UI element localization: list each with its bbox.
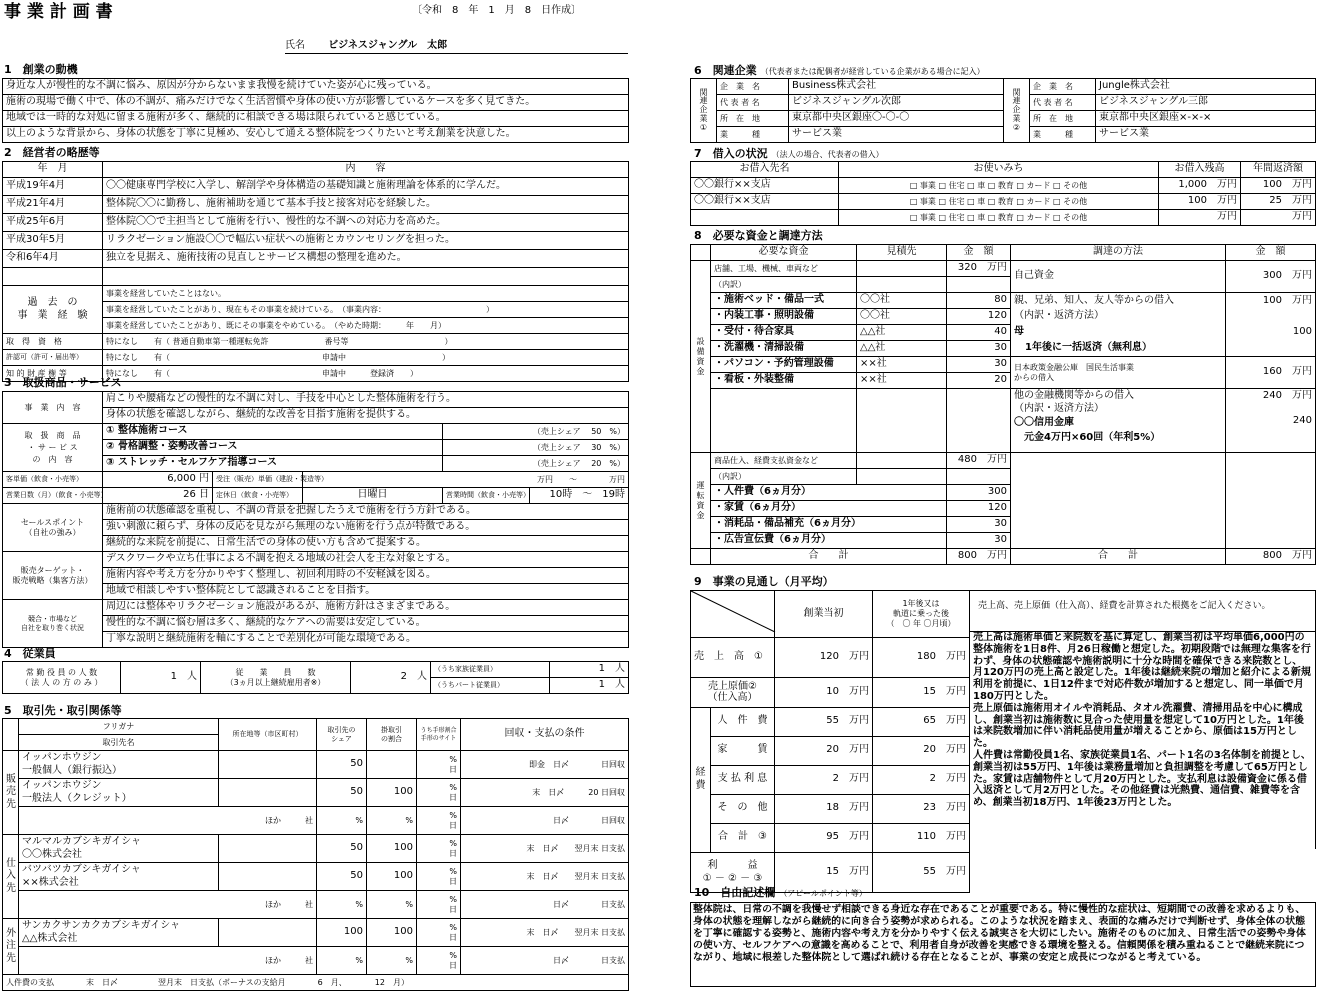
career-content: 独立を見据え、施術技術の見直しとサービス構想の整理を進めた。 — [103, 250, 629, 268]
source-bank-amount: 240 万円 — [1262, 390, 1312, 401]
partner-terms: 日〆 日支払 — [461, 947, 629, 975]
product-share: （売上シェア 50 %） — [443, 424, 629, 440]
partner-name: ××株式会社 — [22, 876, 79, 888]
motivation-line: 以上のような背景から、身体の状態を丁寧に見極め、安心して通える整体院をつくりたいと考え創業を決意した。 — [3, 127, 629, 143]
trade-table: フリガナ 所在地等（市区町村） 取引先の シェア 掛取引 の割合 うち手形割合 手形のサイト 回収・支払の条件 取引先名 販 売 先 イッパンホウジン 一般個人（銀行振込） 50 % 日 即金 日〆 日回収 イッパンホウジン 一般法人（クレジット） 50 100 % 日 末 日〆 20 日回収 ほか 社 % % % 日 日〆 日回収 仕 入 先 マルマルカブシキガイシャ 〇〇株式会社 50 100 % 日 末 日〆 翌月末 日支払 バツバツカブシキガイシャ ××株式会社 50 100 % 日 末 日〆 翌月末 日支払 ほか 社 % % % 日 日〆 日支払 外 注 先 サンカクサンカクカブシキガイシャ △△株式会社 100 100 % 日 末 日〆 翌月末 日支払 ほか 社 % % % 日 日〆 日支払 人件費の支払 末 日〆 翌月末 日支払（ボーナスの支給月 6 月、 12 月） — [2, 718, 629, 991]
source-family: 親、兄弟、知人、友人等からの借入 — [1011, 293, 1226, 309]
career-content: 〇〇健康専門学校に入学し、解剖学や身体構造の基礎知識と施術理論を体系的に学んだ。 — [103, 178, 629, 196]
company-2-industry: サービス業 — [1096, 127, 1316, 143]
career-header-year: 年 月 — [3, 162, 103, 178]
partner-share: 50 — [317, 779, 367, 807]
products-table — [2, 391, 629, 648]
partner-kana: バツバツカブシキガイシャ — [22, 864, 141, 875]
section-5-title: 5 取引先・取引関係等 — [4, 704, 122, 717]
outlook-later: 55 万円 — [873, 852, 970, 892]
equipment-item: ・看板・外装整備 — [711, 373, 857, 389]
equipment-vendor: 〇〇社 — [857, 293, 947, 309]
field-label: 代 表 者 名 — [1030, 95, 1096, 111]
unit-price-label: 客単価（飲食・小売等） — [3, 472, 103, 488]
competition: 慢性的な不調に悩む層は多く、継続的なケアへの需要は安定している。 — [103, 616, 629, 632]
source-jfc-amount: 160 万円 — [1226, 357, 1316, 389]
partner-terms: 末 日〆 翌月末 日支払 — [461, 863, 629, 891]
source-bank-lender-amount: 240 — [1292, 415, 1312, 426]
funds-header: 見積先 — [857, 245, 947, 261]
company-1-rep: ビジネスジャングル次郎 — [789, 95, 1004, 111]
partner-terms: 末 日〆 20 日回収 — [461, 779, 629, 807]
business-content: 身体の状態を確認しながら、継続的な改善を目指す施術を提供する。 — [103, 408, 629, 424]
working-amount: 30 — [947, 517, 1011, 533]
source-bank-repayment: 元金4万円×60回（年利5%） — [1024, 431, 1161, 443]
loan-use: □ 事業 □ 住宅 □ 車 □ 教育 □ カード □ その他 — [839, 210, 1159, 226]
name-label: 氏名 — [285, 40, 305, 51]
working-item: ・広告宣伝費（6ヵ月分） — [711, 533, 947, 549]
holiday-label: 定休日（飲食・小売等） — [213, 488, 303, 504]
outlook-initial: 10 万円 — [775, 677, 873, 707]
outlook-initial: 95 万円 — [775, 823, 873, 852]
product-item: ① 整体施術コース — [103, 424, 443, 440]
funds-header: 金 額 — [1226, 245, 1316, 261]
qualification-value: 特になし 有（ 普通自動車第一種運転免許 番号等 ） — [103, 334, 629, 350]
funds-header: 調達の方法 — [1011, 245, 1226, 261]
permit-value: 特になし 有（ 申請中 ） — [103, 350, 629, 366]
outlook-initial: 55 万円 — [775, 707, 873, 736]
target-label: 販売ターゲット・ 販売戦略（集客方法） — [3, 552, 103, 600]
share-header: 取引先の シェア — [317, 719, 367, 751]
equipment-vendor: 〇〇社 — [857, 309, 947, 325]
experience-option: 事業を経営していたことがあり、既にその事業をやめている。 （やめた時期： 年 月） — [103, 318, 629, 334]
related-company-1-label: 関 連 企 業 ① — [691, 79, 717, 143]
part-time-label: （うちパート従業員） — [431, 678, 550, 694]
section-6-title — [694, 64, 985, 78]
working-total: 480 万円 — [947, 453, 1011, 469]
loan-header: お借入先名 — [691, 162, 839, 178]
equipment-funds-label: 設 備 資 金 — [691, 261, 711, 453]
source-own-funds: 自己資金 — [1011, 261, 1226, 293]
equipment-item: ・パソコン・予約管理設備 — [711, 357, 857, 373]
outlook-header-initial: 創業当初 — [775, 591, 873, 638]
partner-share: 100 — [317, 919, 367, 947]
outlook-initial: 2 万円 — [775, 765, 873, 794]
outlook-initial: 20 万円 — [775, 736, 873, 765]
field-label: 所 在 地 — [717, 111, 789, 127]
target-strategy: デスクワークや立ち仕事による不調を抱える地域の社会人を主な対象とする。 — [103, 552, 629, 568]
field-label: 業 種 — [1030, 127, 1096, 143]
company-2-address: 東京都中央区銀座×-×-× — [1096, 111, 1316, 127]
selling-point-label: セールスポイント （自社の強み） — [3, 504, 103, 552]
company-1-address: 東京都中央区銀座〇-〇-〇 — [789, 111, 1004, 127]
partner-share: 50 — [317, 751, 367, 779]
equipment-heading: 店舗、工場、機械、車両など — [711, 261, 857, 277]
part-time-count: 1 人 — [550, 678, 629, 694]
source-family-lender-amount: 100 — [1226, 325, 1316, 341]
business-days: 26 日 — [103, 488, 213, 504]
field-label: 代 表 者 名 — [717, 95, 789, 111]
partner-terms: 即金 日〆 日回収 — [461, 751, 629, 779]
equipment-amount: 40 — [947, 325, 1011, 341]
basis-header: 売上高、売上原価（仕入高）、経費を計算された根拠をご記入ください。 — [969, 590, 1316, 632]
qualification-label: 取 得 資 格 — [3, 334, 103, 350]
competition-label: 競合・市場など 自社を取り巻く状況 — [3, 600, 103, 648]
target-strategy: 地域で相談しやすい整体院として認識されることを目指す。 — [103, 584, 629, 600]
loan-balance: 万円 — [1159, 210, 1241, 226]
section-10-title — [694, 886, 867, 900]
order-price: 万円 〜 万円 — [303, 472, 629, 488]
outlook-row-label: 人 件 費 — [711, 707, 775, 736]
partner-name: 一般個人（銀行振込） — [22, 764, 122, 776]
product-item: ③ ストレッチ・セルフケア指導コース — [103, 456, 443, 472]
career-year: 平成30年5月 — [3, 232, 103, 250]
business-hours: 10時 〜 19時 — [530, 488, 629, 504]
working-amount: 300 — [947, 485, 1011, 501]
section-10-note: （アピールポイント等） — [779, 889, 867, 898]
motivation-table — [2, 78, 629, 143]
order-price-label: 受注（販売）単価（建設・製造等） — [213, 472, 303, 488]
section-4-title: 4 従業員 — [4, 647, 56, 660]
outlook-later: 180 万円 — [873, 637, 970, 677]
equipment-item: ・内装工事・照明設備 — [711, 309, 857, 325]
partner-name: △△株式会社 — [22, 932, 78, 944]
section-7-note: （法人の場合、代表者の借入） — [771, 150, 884, 159]
outlook-row-label: 合 計 ③ — [711, 823, 775, 852]
related-company-2-label: 関 連 企 業 ② — [1004, 79, 1030, 143]
outlook-row-label: 利 益 ① － ② － ③ — [691, 852, 775, 892]
lender — [691, 210, 839, 226]
name-header: 取引先名 — [19, 735, 219, 751]
permit-label: 許認可（許可・届出等） — [3, 350, 103, 366]
selling-point: 継続的な来院を前提に、日常生活での身体の使い方も含めて提案する。 — [103, 536, 629, 552]
family-label: （うち家族従業員） — [431, 662, 550, 678]
partner-name: 一般法人（クレジット） — [22, 792, 132, 804]
employees-label: 従 業 員 数 （3ヵ月以上継続雇用者※） — [201, 662, 351, 694]
outlook-later: 2 万円 — [873, 765, 970, 794]
partner-other: ほか 社 — [19, 807, 317, 835]
business-days-label: 営業日数（月）（飲食・小売等） — [3, 488, 103, 504]
competition: 丁寧な説明と継続施術を軸にすることで差別化が可能な環境である。 — [103, 632, 629, 648]
section-7-label: 7 借入の状況 — [694, 147, 768, 160]
partner-terms: 末 日〆 翌月末 日支払 — [461, 919, 629, 947]
section-8-title: 8 必要な資金と調達方法 — [694, 229, 823, 242]
outlook-table — [690, 590, 970, 893]
partner-credit: 100 — [367, 779, 417, 807]
holiday: 日曜日 — [303, 488, 443, 504]
equipment-vendor: ××社 — [857, 373, 947, 389]
equipment-amount: 30 — [947, 341, 1011, 357]
source-jfc: 日本政策金融公庫 国民生活事業 からの借入 — [1011, 357, 1226, 389]
career-header-content: 内 容 — [103, 162, 629, 178]
source-family-amount: 100 万円 — [1226, 293, 1316, 309]
sources-total-label: 合 計 — [1011, 549, 1226, 565]
ip-value: 特になし 有（ 申請中 登録済 ） — [103, 366, 629, 382]
outlook-later: 15 万円 — [873, 677, 970, 707]
partner-credit: 100 — [367, 919, 417, 947]
page-title: 事 業 計 画 書 — [4, 2, 113, 22]
kana-header: フリガナ — [19, 719, 219, 735]
business-content: 肩こりや腰痛などの慢性的な不調に対し、手技を中心とした整体施術を行う。 — [103, 392, 629, 408]
outlook-row-label: 売上原価② （仕入高） — [691, 677, 775, 707]
loan-balance: 1,000 万円 — [1159, 178, 1241, 194]
source-family-repayment: 1年後に一括返済（無利息） — [1011, 341, 1226, 357]
selling-point: 強い刺激に頼らず、身体の反応を見ながら無理のない施術を行う点が特徴である。 — [103, 520, 629, 536]
section-10-label: 10 自由記述欄 — [694, 886, 776, 899]
expenses-label: 経 費 — [691, 707, 711, 852]
career-year: 平成21年4月 — [3, 196, 103, 214]
hours-label: 営業時間（飲食・小売等） — [443, 488, 530, 504]
section-6-note: （代表者または配偶者が経営している企業がある場合に記入） — [760, 67, 985, 76]
partner-terms: 末 日〆 翌月末 日支払 — [461, 835, 629, 863]
source-bank: 他の金融機関等からの借入 — [1014, 390, 1134, 401]
career-table — [2, 161, 629, 382]
working-amount: 30 — [947, 533, 1011, 549]
loan-repayment: 万円 — [1241, 210, 1316, 226]
funds-table — [690, 244, 1316, 565]
career-year: 平成19年4月 — [3, 178, 103, 196]
field-label: 企 業 名 — [717, 79, 789, 95]
equipment-vendor: ××社 — [857, 357, 947, 373]
section-7-title — [694, 147, 884, 161]
company-1-industry: サービス業 — [789, 127, 1004, 143]
outlook-initial: 120 万円 — [775, 637, 873, 677]
career-content: 整体院〇〇に勤務し、施術補助を通じて基本手技と接客対応を経験した。 — [103, 196, 629, 214]
partner-kana: サンカクサンカクカブシキガイシャ — [22, 920, 181, 931]
motivation-line: 身近な人が慢性的な不調に悩み、原因が分からないまま我慢を続けていた姿が心に残っている。 — [3, 79, 629, 95]
ip-label: 知 的 財 産 権 等 — [3, 366, 103, 382]
career-content: リラクゼーション施設〇〇で幅広い症状への施術とカウンセリングを担った。 — [103, 232, 629, 250]
equipment-amount: 80 — [947, 293, 1011, 309]
loan-repayment: 100 万円 — [1241, 178, 1316, 194]
section-2-title: 2 経営者の略歴等 — [4, 146, 100, 159]
equipment-amount: 30 — [947, 357, 1011, 373]
unit-price: 6,000 円 — [103, 472, 213, 488]
lender: 〇〇銀行××支店 — [691, 194, 839, 210]
business-label: 事 業 内 容 — [3, 392, 103, 424]
outlook-row-label: そ の 他 — [711, 794, 775, 823]
section-6-label: 6 関連企業 — [694, 64, 757, 77]
outlook-header-later: 1年後又は 軌道に乗った後 （ 〇 年 〇月頃） — [873, 591, 970, 638]
motivation-line: 施術の現場で働く中で、体の不調が、痛みだけでなく生活習慣や身体の使い方が影響しているケースを多く見てきた。 — [3, 95, 629, 111]
working-item: ・消耗品・備品補充（6ヵ月分） — [711, 517, 947, 533]
outlook-row-label: 売 上 高 ① — [691, 637, 775, 677]
field-label: 所 在 地 — [1030, 111, 1096, 127]
outlook-row-label: 家 賃 — [711, 736, 775, 765]
equipment-item: ・受付・待合家具 — [711, 325, 857, 341]
working-heading: 商品仕入、経費支払資金など — [711, 453, 857, 469]
diagonal-line — [691, 591, 775, 632]
target-strategy: 施術内容や考え方を分かりやすく整理し、初回利用時の不安軽減を図る。 — [103, 568, 629, 584]
outlook-later: 65 万円 — [873, 707, 970, 736]
executives-label: 常 勤 役 員 の 人 数 （ 法 人 の 方 の み ） — [3, 662, 121, 694]
salary-payment: 人件費の支払 末 日〆 翌月末 日支払（ボーナスの支給月 6 月、 12 月） — [3, 975, 629, 991]
business-experience-label: 過 去 の 事 業 経 験 — [3, 286, 103, 334]
basis-text: 売上高は施術単価と来院数を基に算定し、創業当初は平均単価6,000円の整体施術を1日8件、月26日稼働と想定した。初期段階では無理な集客を行わず、身体の状態確認や施術説明に十分な時間を確保できる来院数とし、月120万円の売上高と設定した。1年後は継続来院の増加と紹介による新規利用を前提に、1日12件まで対応件数が増加すると想定し、同一単価で月180万円とした。 売上原価は施術用オイルや消耗品、タオル洗濯費、清掃用品を中心に構成し、創業当初は施術数に見合った使用量を想定して10万円とした。1年後は来院数増加に伴い消耗品使用量が増えることから、原価は15万円とした。 人件費は常勤役員1名、家族従業員1名、パート1名の3名体制を前提とし、創業当初は55万円、1年後は業務量増加と負担調整を考慮して65万円とした。家賃は店舗物件として月20万円とした。支払利息は設備資金に係る借入返済として月2万円とした。その他経費は光熱費、通信費、雑費等を含め、創業当初18万円、1年後23万円とした。 — [969, 631, 1316, 849]
creation-date: 〔令和 8 年 1 月 8 日作成〕 — [412, 5, 582, 16]
product-share: （売上シェア 20 %） — [443, 456, 629, 472]
outlook-later: 23 万円 — [873, 794, 970, 823]
company-1-name: Business株式会社 — [789, 79, 1004, 95]
employees-table — [2, 661, 629, 694]
loan-header: お借入残高 — [1159, 162, 1241, 178]
outlook-row-label: 支 払 利 息 — [711, 765, 775, 794]
funds-header: 必要な資金 — [711, 245, 857, 261]
partner-kana: イッパンホウジン — [22, 752, 102, 763]
partner-credit — [367, 751, 417, 779]
bill-header: うち手形割合 手形のサイト — [417, 719, 461, 751]
free-text: 整体院は、日常の不調を我慢せず相談できる身近な存在であることが重要である。特に慢性的な症状は、短期間での改善を求めるよりも、身体の状態を理解しながら継続的に向き合う姿勢が求められる。このような状況を踏まえ、表面的な痛みだけで判断せず、身体全体の状態を丁寧に確認する姿勢と、施術内容や考え方を分かりやすく伝える誠実さを大切にしたい。施術そのものに加え、日常生活での姿勢や身体の使い方、セルフケアへの意識を高めることで、利用者自身が改善を実感できる環境を整える。信頼関係を積み重ねることで継続来院につながり、地域に根差した整体院として選ばれ続ける存在となることが、事業の安定と成長につながると考えている。 — [690, 902, 1316, 987]
company-2-rep: ビジネスジャングル三郎 — [1096, 95, 1316, 111]
partner-share: 50 — [317, 835, 367, 863]
loan-balance: 100 万円 — [1159, 194, 1241, 210]
sales-label: 販 売 先 — [3, 751, 19, 835]
partner-kana: イッパンホウジン — [22, 780, 102, 791]
outlook-initial: 18 万円 — [775, 794, 873, 823]
experience-option: 事業を経営していたことがあり、現在もその事業を続けている。 （事業内容： ） — [103, 302, 629, 318]
partner-terms: 日〆 日回収 — [461, 807, 629, 835]
field-label: 企 業 名 — [1030, 79, 1096, 95]
source-bank-lender: 〇〇信用金庫 — [1014, 417, 1074, 428]
partner-kana: マルマルカブシキガイシャ — [22, 836, 142, 847]
working-item: ・家賃（6ヵ月分） — [711, 501, 947, 517]
executives-count: 1 人 — [121, 662, 201, 694]
name-line — [285, 40, 628, 54]
product-item: ② 骨格調整・姿勢改善コース — [103, 440, 443, 456]
source-own-funds-amount: 300 万円 — [1226, 261, 1316, 293]
outlook-initial: 15 万円 — [775, 852, 873, 892]
breakdown-label: （内訳） — [711, 469, 857, 485]
partner-credit: 100 — [367, 863, 417, 891]
company-2-name: Jungle株式会社 — [1096, 79, 1316, 95]
partner-terms: 日〆 日支払 — [461, 891, 629, 919]
equipment-vendor: △△社 — [857, 341, 947, 357]
working-item: ・人件費（6ヵ月分） — [711, 485, 947, 501]
credit-header: 掛取引 の割合 — [367, 719, 417, 751]
needs-total-label: 合 計 — [711, 549, 947, 565]
loan-use: □ 事業 □ 住宅 □ 車 □ 教育 □ カード □ その他 — [839, 194, 1159, 210]
field-label: 業 種 — [717, 127, 789, 143]
source-family-note: （内訳・返済方法） — [1011, 309, 1226, 325]
working-funds-label: 運 転 資 金 — [691, 453, 711, 549]
terms-header: 回収・支払の条件 — [461, 719, 629, 751]
section-1-title: 1 創業の動機 — [4, 63, 78, 76]
source-bank-note: （内訳・返済方法） — [1014, 402, 1104, 414]
experience-option: 事業を経営していたことはない。 — [103, 286, 629, 302]
selling-point: 施術前の状態確認を重視し、不調の背景を把握したうえで施術を行う方針である。 — [103, 504, 629, 520]
family-count: 1 人 — [550, 662, 629, 678]
needs-total: 800 万円 — [947, 549, 1011, 565]
partner-name: 〇〇株式会社 — [22, 848, 82, 860]
equipment-item: ・洗濯機・清掃設備 — [711, 341, 857, 357]
section-3-title: 3 取扱商品・サービス — [4, 376, 122, 389]
equipment-total: 320 万円 — [947, 261, 1011, 277]
working-amount: 120 — [947, 501, 1011, 517]
equipment-amount: 120 — [947, 309, 1011, 325]
partner-other: ほか 社 — [19, 947, 317, 975]
career-year: 令和6年4月 — [3, 250, 103, 268]
loan-repayment: 25 万円 — [1241, 194, 1316, 210]
career-year: 平成25年6月 — [3, 214, 103, 232]
lender: 〇〇銀行××支店 — [691, 178, 839, 194]
source-family-lender: 母 — [1011, 325, 1226, 341]
sources-total: 800 万円 — [1226, 549, 1316, 565]
loan-header: お使いみち — [839, 162, 1159, 178]
partner-share: 50 — [317, 863, 367, 891]
suppliers-label: 仕 入 先 — [3, 835, 19, 919]
loan-use: □ 事業 □ 住宅 □ 車 □ 教育 □ カード □ その他 — [839, 178, 1159, 194]
products-label: 取 扱 商 品 ・ サ ー ビ ス の 内 容 — [3, 424, 103, 472]
motivation-line: 地域では一時的な対処に留まる施術が多く、継続的に相談できる場は限られていると感じている。 — [3, 111, 629, 127]
partner-credit: 100 — [367, 835, 417, 863]
competition: 周辺には整体やリラクゼーション施設があるが、施術方針はさまざまである。 — [103, 600, 629, 616]
loan-header: 年間返済額 — [1241, 162, 1316, 178]
owner-name: ビジネスジャングル 太郎 — [328, 40, 448, 51]
location-header: 所在地等（市区町村） — [219, 719, 317, 751]
equipment-vendor: △△社 — [857, 325, 947, 341]
loans-table — [690, 161, 1316, 226]
outlook-later: 20 万円 — [873, 736, 970, 765]
product-share: （売上シェア 30 %） — [443, 440, 629, 456]
section-9-title: 9 事業の見通し（月平均） — [694, 575, 834, 588]
career-content: 整体院〇〇で主担当として施術を行い、慢性的な不調への対応力を高めた。 — [103, 214, 629, 232]
related-companies-table — [690, 78, 1316, 143]
equipment-item: ・施術ベッド・備品一式 — [711, 293, 857, 309]
equipment-amount: 20 — [947, 373, 1011, 389]
employees-count: 2 人 — [351, 662, 431, 694]
outsource-label: 外 注 先 — [3, 919, 19, 975]
breakdown-label: （内訳） — [711, 277, 857, 293]
outlook-later: 110 万円 — [873, 823, 970, 852]
funds-header: 金 額 — [947, 245, 1011, 261]
partner-other: ほか 社 — [19, 891, 317, 919]
